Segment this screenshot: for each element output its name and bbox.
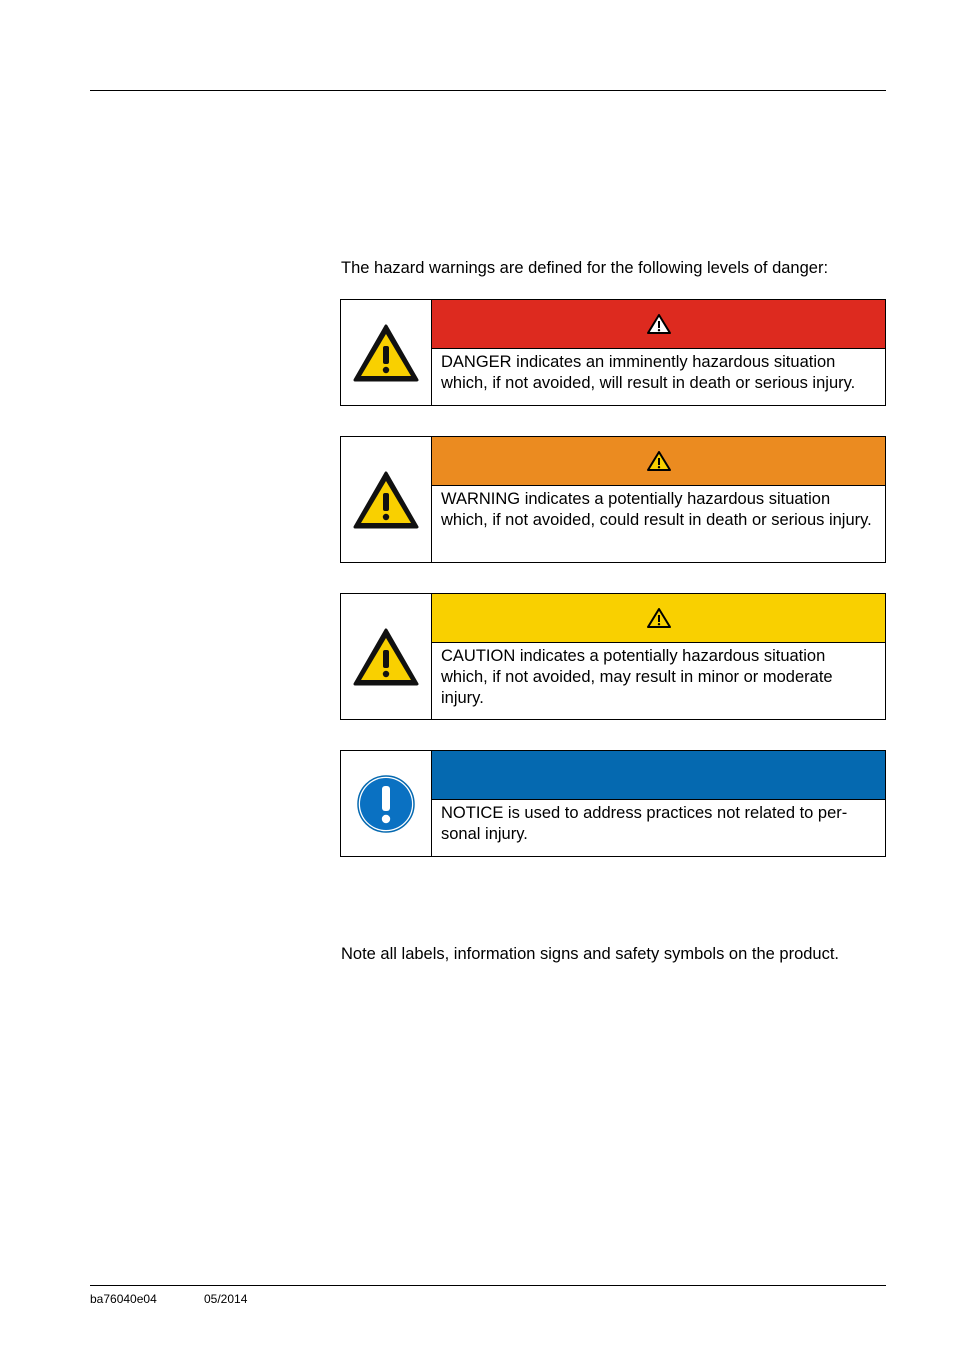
danger-panel — [340, 299, 886, 406]
warning-triangle-icon — [646, 450, 672, 472]
footer-doc-id: ba76040e04 — [90, 1292, 157, 1306]
notice-header — [432, 751, 885, 800]
warning-panel — [340, 436, 886, 563]
footer-date: 05/2014 — [204, 1292, 248, 1306]
danger-header — [432, 300, 885, 349]
intro-text: The hazard warnings are defined for the following levels of danger: — [341, 259, 829, 277]
warning-triangle-icon — [352, 470, 420, 530]
footer-rule — [90, 1285, 886, 1286]
notice-panel — [340, 750, 886, 857]
info-exclamation-circle-icon — [356, 774, 416, 834]
warning-triangle-icon — [646, 607, 672, 629]
header-rule — [90, 90, 886, 91]
warning-triangle-icon — [352, 323, 420, 383]
warning-triangle-icon — [352, 627, 420, 687]
labels-note: Note all labels, information signs and safety symbols on the product. — [341, 945, 840, 963]
caution-header — [432, 594, 885, 643]
warning-triangle-icon — [646, 313, 672, 335]
warning-header — [432, 437, 885, 486]
caution-description: CAUTION indicates a potentially hazardous situation which, if not avoided, may result in minor or moderate injury. — [441, 647, 833, 707]
warning-description: WARNING indicates a potentially hazardous situation which, if not avoided, could result in death or serious injury. — [441, 490, 872, 529]
caution-panel — [340, 593, 886, 720]
notice-description: NOTICE is used to address practices not related to per-sonal injury. — [441, 804, 848, 843]
danger-description: DANGER indicates an imminently hazardous situation which, if not avoided, will result in death or serious injury. — [441, 353, 856, 392]
